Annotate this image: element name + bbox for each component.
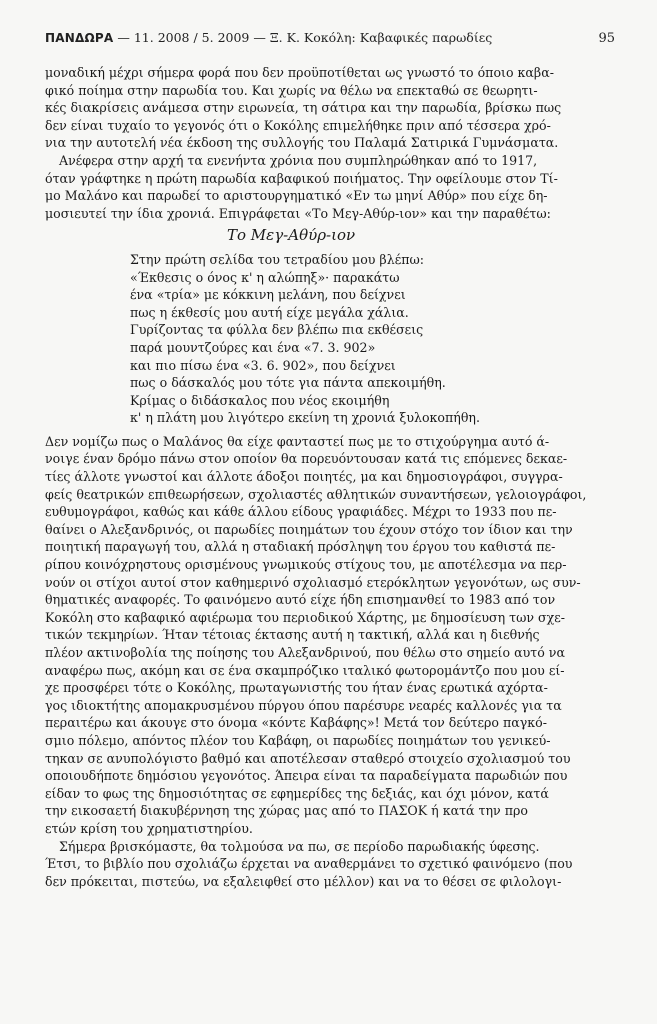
text-line: Έτσι, το βιβλίο που σχολιάζω έρχεται να αναθερμάνει το σχετικό φαινόμενο (που	[45, 856, 573, 872]
author-label: Ξ. Κ. Κοκόλη:	[269, 30, 356, 45]
poem-line: πως η έκθεσίς μου αυτή είχε μεγάλα χάλια.	[130, 304, 409, 320]
text-line: μοσιευτεί την ίδια χρονιά. Επιγράφεται «Το Μεγ-Αθύρ-ιον» και την παραθέτω:	[45, 205, 551, 221]
text-line: δεν είναι τυχαίο το γεγονός ότι ο Κοκόλης επιμελήθηκε πριν από τέσσερα χρό-	[45, 117, 551, 133]
text-line: ποιητική παραγωγή του, αλλά η σταδιακή πρόσληψη του έργου του καθιστά πε-	[45, 539, 556, 555]
text-line: την εικοσαετή διακυβέρνηση της χώρας μας από το ΠΑΣΟΚ ή κατά την προ	[45, 803, 528, 819]
poem-line: παρά μουντζούρες και ένα «7. 3. 902»	[130, 339, 376, 355]
text-line: πλέον ακτινοβολία της ποίησης του Αλεξανδρινού, που θέλω στο σημείο αυτό να	[45, 645, 565, 660]
text-line: Ανέφερα στην αρχή τα ενενήντα χρόνια που συμπληρώθηκαν από το 1917,	[59, 152, 538, 168]
text-line: νια την αυτοτελή νέα έκδοση της συλλογής του Παλαμά Σατιρικά Γυμνάσματα.	[45, 135, 559, 151]
text-line: ευθυμογράφοι, καθώς και κάθε άλλου είδους γραφιάδες. Μέχρι το 1933 που πε-	[45, 504, 557, 520]
page	[45, 30, 615, 890]
poem-line: Γυρίζοντας τα φύλλα δεν βλέπω πια εκθέσεις	[130, 322, 424, 338]
text-line: δεν πρόκειται, πιστεύω, να εξαλειφθεί στο μέλλον) και να το θέσει σε φιλολογι-	[45, 873, 562, 889]
text-line: Κοκόλη στο καβαφικό αφιέρωμα του περιοδικού Χάρτης, με δημοσίευση των σχε-	[45, 609, 566, 625]
poem-line: πως ο δάσκαλός μου τότε για πάντα απεκοιμήθη.	[130, 375, 446, 391]
text-line: Δεν νομίζω πως ο Μαλάνος θα είχε φανταστεί πως με το στιχούργημα αυτό ά-	[45, 433, 550, 449]
header-dash-2: —	[253, 30, 266, 45]
text-line: χε προσφέρει τότε ο Κοκόλης, πρωταγωνιστής του ήταν ένας ερωτικά αχόρτα-	[45, 680, 548, 696]
text-line: ρίπου κοινόχρηστους ορισμένους γνωμικούς στίχους του, με αποτέλεσμα να περ-	[45, 557, 567, 573]
article-title: Καβαφικές παρωδίες	[359, 30, 493, 45]
text-line: θηματικές αναφορές. Το φαινόμενο αυτό είχε ήδη επισημανθεί το 1983 από τον	[45, 592, 556, 608]
text-line: ετών κρίση του χρηματιστηρίου.	[45, 820, 253, 836]
text-line: τηκαν σε ανυπολόγιστο βαθμό και αποτέλεσαν σταθερό στοιχείο σχολιασμού του	[45, 750, 571, 766]
page-number: 95	[598, 31, 615, 46]
poem-title: Το Μεγ-Αθύρ-ιον	[227, 226, 356, 245]
poem-line: και πιο πίσω ένα «3. 6. 902», που δείχνει	[130, 357, 396, 373]
text-line: φείς θεατρικών επιθεωρήσεων, σχολιαστές αθλητικών συναντήσεων, γελοιογράφοι,	[45, 486, 587, 502]
poem-line: κ' η πλάτη μου λιγότερο εκείνη τη χρονιά ξυλοκοπήθη.	[130, 410, 480, 426]
journal-logo: ΠΑΝΔΩΡΑ	[45, 31, 114, 45]
paragraph-1	[45, 64, 615, 152]
poem-line: ένα «τρία» με κόκκινη μελάνη, που δείχνει	[130, 287, 406, 303]
poem-line: Κρίμας ο διδάσκαλος που νέος εκοιμήθη	[130, 392, 390, 408]
paragraph-2	[45, 152, 615, 222]
text-line: όταν γράφτηκε η πρώτη παρωδία καβαφικού ποιήματος. Την οφείλουμε στον Τί-	[45, 170, 558, 186]
text-line: μο Μαλάνο και παρωδεί το αριστουργηματικό «Εν τω μηνί Αθύρ» που είχε δη-	[45, 188, 548, 204]
text-line: νοιγε έναν δρόμο πάνω στον οποίον θα πορευόντουσαν κατά τις επόμενες δεκαε-	[45, 451, 568, 467]
header-left	[45, 30, 492, 45]
poem	[130, 251, 615, 427]
paragraph-4	[45, 838, 615, 891]
text-line: νούν οι στίχοι αυτοί στον καθημερινό σχολιασμό ετερόκλητων γεγονότων, ως συν-	[45, 574, 581, 590]
text-line: σμιο πόλεμο, απόντος πλέον του Καβάφη, οι παρωδίες ποιημάτων του γενικεύ-	[45, 732, 551, 748]
header-dash: —	[117, 30, 130, 45]
text-line: τίες άλλοτε γνωστοί και άλλοτε άδοξοι ποιητές, μα και δημοσιογράφοι, συγγρα-	[45, 469, 563, 485]
text-line: φικό ποίημα στην παρωδία του. Και χωρίς να θέλω να επεκταθώ σε θεωρητι-	[45, 82, 538, 98]
text-line: κές διακρίσεις ανάμεσα στην ειρωνεία, τη σάτιρα και την παρωδία, βρίσκω πως	[45, 100, 562, 116]
text-line: γος ιδιοκτήτης απομακρυσμένου πύργου όπου παρέσυρε νεαρές καλλονές για τα	[45, 697, 562, 713]
issue-label: 11. 2008 / 5. 2009	[133, 30, 250, 45]
poem-line: «Έκθεσις ο όνος κ' η αλώπηξ»· παρακάτω	[130, 269, 400, 285]
text-line: τικών τεκμηρίων. Ήταν τέτοιας έκτασης αυτή η τακτική, αλλά και η διεθνής	[45, 627, 540, 643]
paragraph-3	[45, 433, 615, 838]
text-line: θαίνει ο Αλεξανδρινός, οι παρωδίες ποιημάτων του έχουν στόχο τον ίδιον και την	[45, 521, 573, 537]
running-header	[45, 30, 615, 46]
text-line: αναφέρω πως, ακόμη και σε ένα σκαμπρόζικο ιταλικό φωτορομάντζο που μου εί-	[45, 662, 565, 678]
text-line: οποιουδήποτε δημόσιου γεγονότος. Άπειρα είναι τα παραδείγματα παρωδιών που	[45, 768, 568, 784]
text-line: είδαν το φως της δημοσιότητας σε εφημερίδες της δεξιάς, και όχι μόνον, κατά	[45, 785, 549, 801]
text-line: Σήμερα βρισκόμαστε, θα τολμούσα να πω, σε περίοδο παρωδιακής ύφεσης.	[59, 838, 540, 854]
body-text	[45, 64, 615, 890]
text-line: μοναδική μέχρι σήμερα φορά που δεν προϋποτίθεται ως γνωστό το όποιο καβα-	[45, 65, 554, 80]
text-line: περαιτέρω και άκουγε στο όνομα «κόντε Καβάφης»! Μετά τον δεύτερο παγκό-	[45, 715, 548, 731]
poem-line: Στην πρώτη σελίδα του τετραδίου μου βλέπω:	[130, 251, 425, 267]
